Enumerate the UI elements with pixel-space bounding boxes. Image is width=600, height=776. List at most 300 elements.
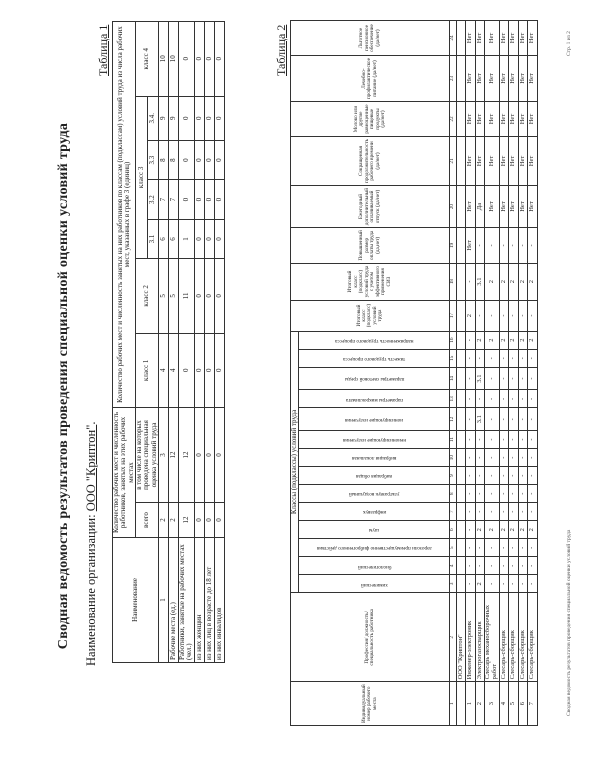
cell-value: -: [518, 485, 528, 503]
t2-header-factor: [299, 390, 450, 408]
cell-value: -: [475, 300, 485, 331]
cell-value: Нет: [466, 21, 476, 56]
workplace-name: Слесарь механосборочных работ: [485, 593, 500, 682]
t2-header-factor: [299, 467, 450, 485]
cell-value: Нет: [499, 21, 509, 56]
column-number: 17: [450, 300, 456, 331]
cell-value: 0: [179, 22, 195, 97]
cell-value: 10: [169, 22, 179, 97]
cell-value: -: [475, 349, 485, 367]
cell-value: [456, 263, 466, 300]
cell-value: 0: [204, 219, 214, 258]
cell-value: -: [518, 503, 528, 521]
workplace-name: Слесарь-сборщик: [499, 593, 509, 682]
cell-value: -: [509, 349, 519, 367]
workplace-name: Слесарь-сборщик: [518, 593, 528, 682]
cell-value: [456, 300, 466, 331]
t2-header-extra: [291, 21, 450, 56]
cell-value: 0: [204, 96, 214, 140]
t2-header-factor: [299, 575, 450, 593]
workplace-id: 4: [499, 682, 509, 726]
cell-value: -: [499, 367, 509, 390]
cell-value: 0: [179, 140, 195, 179]
column-number: 18: [450, 263, 456, 300]
table-row: [499, 21, 509, 726]
cell-value: 0: [194, 96, 204, 140]
cell-value: 7: [169, 180, 179, 219]
cell-value: [456, 228, 466, 263]
cell-value: [456, 485, 466, 503]
organization-label: Наименование организации:: [84, 514, 98, 666]
column-number: 2: [159, 503, 169, 538]
t2-header-extra-text: Лечебно-профилактическое питание (да/нет): [360, 58, 378, 100]
cell-value: [456, 56, 466, 102]
cell-value: -: [499, 467, 509, 485]
column-number: 8: [159, 140, 169, 179]
cell-value: -: [518, 575, 528, 593]
cell-value: -: [466, 503, 476, 521]
cell-value: -: [466, 575, 476, 593]
cell-value: Нет: [499, 102, 509, 137]
table-row: [485, 21, 500, 726]
column-number: 7: [159, 180, 169, 219]
t2-header-factor-text: ионизирующие излучения: [345, 416, 404, 423]
table2: [290, 20, 538, 726]
t2-header-factor-text: тяжесть трудового процесса: [343, 355, 406, 362]
cell-value: Нет: [485, 21, 500, 56]
t2-header-factor-text: неионизирующие излучения: [342, 437, 406, 444]
cell-value: Нет: [485, 185, 500, 227]
column-number: 5: [159, 259, 169, 333]
cell-value: -: [509, 367, 519, 390]
t2-header-factor-text: биологический: [357, 563, 392, 570]
row-name: Рабочие места (ед.): [169, 538, 179, 663]
t1-header-class3: класс 3: [136, 96, 148, 259]
column-number: 8: [450, 485, 456, 503]
cell-value: Нет: [518, 185, 528, 227]
cell-value: 0: [194, 180, 204, 219]
cell-value: Нет: [466, 185, 476, 227]
cell-value: -: [509, 390, 519, 408]
table-row: [509, 21, 519, 726]
table-row: [204, 22, 214, 663]
cell-value: -: [528, 390, 538, 408]
cell-value: -: [528, 367, 538, 390]
cell-value: -: [485, 228, 500, 263]
cell-value: 12: [169, 408, 179, 503]
cell-value: -: [466, 521, 476, 539]
cell-value: Нет: [509, 102, 519, 137]
cell-value: Нет: [466, 102, 476, 137]
cell-value: -: [475, 503, 485, 521]
t1-header-total: всего: [136, 503, 159, 538]
t2-header-factor-text: инфразвук: [362, 509, 386, 516]
row-name: из них лиц в возрасте до 18 лет: [204, 538, 214, 663]
organization-suffix: .: [84, 421, 98, 425]
t2-header-classes-group: Классы (подклассы) условий труда: [291, 331, 299, 593]
cell-value: -: [475, 449, 485, 467]
cell-value: -: [475, 467, 485, 485]
t2-header-factor: [299, 485, 450, 503]
t1-header-sub32: 3.2: [147, 180, 159, 219]
cell-value: 11: [179, 259, 195, 333]
cell-value: -: [466, 263, 476, 300]
cell-value: 0: [214, 259, 224, 333]
cell-value: 0: [214, 219, 224, 258]
cell-value: -: [528, 449, 538, 467]
cell-value: 2: [169, 503, 179, 538]
column-number: 3: [159, 408, 169, 503]
cell-value: 1: [179, 219, 195, 258]
column-number: 6: [159, 219, 169, 258]
cell-value: 2: [499, 263, 509, 300]
t2-header-extra-text: Льготное пенсионное обеспечение (да/нет): [358, 24, 381, 52]
cell-value: 2: [475, 521, 485, 539]
cell-value: Нет: [499, 137, 509, 186]
cell-value: Нет: [475, 102, 485, 137]
cell-value: 9: [169, 96, 179, 140]
column-number: 3: [450, 575, 456, 593]
cell-value: -: [528, 539, 538, 557]
cell-value: 0: [214, 140, 224, 179]
t1-header-class2: класс 2: [136, 259, 159, 333]
cell-value: Нет: [528, 185, 538, 227]
cell-value: 12: [179, 503, 195, 538]
cell-value: -: [528, 408, 538, 431]
table1-label: Таблица 1: [96, 24, 110, 76]
workplace-id: 5: [509, 682, 519, 726]
column-number: 4: [159, 333, 169, 407]
table2-label: Таблица 2: [274, 24, 288, 76]
cell-value: -: [518, 349, 528, 367]
cell-value: 0: [214, 408, 224, 503]
t1-header-name: Наименование: [113, 538, 159, 663]
document-title: Сводная ведомость результатов проведения специальной оценки условий труда: [56, 122, 71, 650]
cell-value: 0: [194, 408, 204, 503]
t1-header-class1: класс 1: [136, 333, 159, 407]
cell-value: -: [509, 539, 519, 557]
cell-value: Нет: [509, 137, 519, 186]
cell-value: Нет: [509, 21, 519, 56]
t1-header-sub33: 3.3: [147, 140, 159, 179]
cell-value: 2: [499, 521, 509, 539]
column-number: 14: [450, 367, 456, 390]
column-number: 1: [450, 682, 456, 726]
cell-value: -: [509, 467, 519, 485]
column-number: 13: [450, 390, 456, 408]
cell-value: -: [485, 467, 500, 485]
cell-value: Нет: [528, 56, 538, 102]
cell-value: 6: [169, 219, 179, 258]
cell-value: -: [528, 228, 538, 263]
cell-value: -: [518, 390, 528, 408]
cell-value: 0: [194, 333, 204, 407]
cell-value: 2: [475, 575, 485, 593]
row-name: из них инвалидов: [214, 538, 224, 663]
t2-header-factor: [299, 539, 450, 557]
cell-value: Нет: [475, 21, 485, 56]
cell-value: 0: [179, 180, 195, 219]
t2-header-factor-text: напряженность трудового процесса: [335, 337, 414, 344]
cell-value: -: [466, 431, 476, 449]
cell-value: -: [475, 557, 485, 575]
column-number: 9: [159, 96, 169, 140]
cell-value: Нет: [528, 137, 538, 186]
cell-value: -: [499, 557, 509, 575]
cell-value: 0: [204, 22, 214, 97]
cell-value: -: [466, 539, 476, 557]
t2-header-extra: [291, 137, 450, 186]
cell-value: -: [466, 349, 476, 367]
column-number: 21: [450, 137, 456, 186]
cell-value: -: [518, 467, 528, 485]
cell-value: 2: [475, 331, 485, 349]
footer-note: Сводная ведомость результатов проведения специальной оценки условий труда: [566, 529, 572, 716]
cell-value: -: [509, 431, 519, 449]
cell-value: [456, 467, 466, 485]
cell-value: -: [499, 408, 509, 431]
cell-value: 5: [169, 259, 179, 333]
cell-value: 2: [518, 521, 528, 539]
t2-header-factor: [299, 521, 450, 539]
cell-value: 2: [528, 521, 538, 539]
t1-header-sub31: 3.1: [147, 219, 159, 258]
cell-value: -: [518, 408, 528, 431]
cell-value: 0: [194, 503, 204, 538]
cell-value: 12: [179, 408, 195, 503]
cell-value: -: [466, 390, 476, 408]
column-number: 15: [450, 349, 456, 367]
column-number: 23: [450, 56, 456, 102]
cell-value: Нет: [485, 56, 500, 102]
table-row: [528, 21, 538, 726]
cell-value: 4: [169, 333, 179, 407]
t2-header-factor-text: химический: [360, 581, 388, 588]
column-number: 7: [450, 503, 456, 521]
table-row: [518, 21, 528, 726]
t2-header-factor: [299, 431, 450, 449]
cell-value: -: [528, 349, 538, 367]
cell-value: -: [485, 449, 500, 467]
t2-header-profession: Профессия/ должность/ специальность работника: [291, 593, 450, 682]
cell-value: -: [475, 485, 485, 503]
t2-header-factor-text: вибрация общая: [356, 473, 393, 480]
cell-value: 2: [518, 263, 528, 300]
cell-value: -: [485, 431, 500, 449]
cell-value: Нет: [518, 137, 528, 186]
cell-value: 0: [214, 503, 224, 538]
cell-value: Нет: [485, 137, 500, 186]
cell-value: -: [528, 503, 538, 521]
t2-header-factor: [299, 349, 450, 367]
column-number: 16: [450, 331, 456, 349]
t2-header-final-class: Итоговый класс (подкласс) условий труда: [291, 300, 450, 331]
column-number: 6: [450, 521, 456, 539]
cell-value: [456, 521, 466, 539]
cell-value: -: [509, 449, 519, 467]
cell-value: 0: [214, 333, 224, 407]
page-number: Стр. 1 из 2: [566, 31, 572, 56]
cell-value: 0: [214, 180, 224, 219]
t2-header-factor-text: ультразвук воздушный: [349, 491, 400, 498]
cell-value: Нет: [485, 102, 500, 137]
cell-value: 2: [528, 263, 538, 300]
cell-value: Нет: [518, 56, 528, 102]
t1-header-class4: класс 4: [136, 22, 159, 97]
t2-header-factor: [299, 557, 450, 575]
cell-value: [456, 431, 466, 449]
cell-value: -: [475, 390, 485, 408]
cell-value: 2: [509, 263, 519, 300]
cell-value: -: [485, 557, 500, 575]
cell-value: -: [499, 390, 509, 408]
t1-header-assessed: в том числе на которых проведена специальная оценка условий труда: [136, 408, 159, 503]
column-number: 2: [450, 593, 456, 682]
workplace-id: 3: [485, 682, 500, 726]
cell-value: -: [518, 449, 528, 467]
t2-header-extra: [291, 56, 450, 102]
cell-value: -: [509, 485, 519, 503]
cell-value: 0: [194, 140, 204, 179]
t2-header-factor-text: вибрация локальная: [352, 455, 397, 462]
column-number: 20: [450, 185, 456, 227]
column-number: 5: [450, 539, 456, 557]
column-number: 11: [450, 431, 456, 449]
cell-value: -: [466, 408, 476, 431]
cell-value: 3.1: [475, 408, 485, 431]
cell-value: -: [499, 539, 509, 557]
t2-header-factor-text: аэрозоли преимущественно фиброгенного действия: [317, 545, 432, 552]
t1-header-sub34: 3.4.: [147, 96, 159, 140]
cell-value: 2: [518, 331, 528, 349]
cell-value: -: [518, 431, 528, 449]
cell-value: Нет: [518, 21, 528, 56]
cell-value: -: [518, 300, 528, 331]
column-number: 19: [450, 228, 456, 263]
cell-value: -: [518, 557, 528, 575]
column-number: 10: [450, 449, 456, 467]
cell-value: 2: [509, 521, 519, 539]
table-row: [214, 22, 224, 663]
row-name: Работники, занятые на рабочих местах (чел.): [179, 538, 195, 663]
cell-value: [456, 539, 466, 557]
cell-value: [456, 185, 466, 227]
cell-value: 2: [528, 331, 538, 349]
cell-value: 3.1: [475, 367, 485, 390]
cell-value: -: [485, 390, 500, 408]
t2-header-extra: [291, 102, 450, 137]
cell-value: -: [509, 228, 519, 263]
cell-value: Нет: [466, 228, 476, 263]
cell-value: -: [499, 228, 509, 263]
cell-value: [456, 408, 466, 431]
cell-value: -: [485, 349, 500, 367]
cell-value: -: [485, 300, 500, 331]
cell-value: -: [499, 431, 509, 449]
workplace-name: Инженер-электроник: [466, 593, 476, 682]
row-name: из них женщин: [194, 538, 204, 663]
table1: [112, 21, 225, 663]
workplace-name: ООО "Криптон": [456, 593, 466, 682]
cell-value: -: [466, 557, 476, 575]
cell-value: 0: [214, 22, 224, 97]
cell-value: Нет: [466, 56, 476, 102]
cell-value: -: [466, 485, 476, 503]
cell-value: -: [528, 431, 538, 449]
t2-header-factor-text: шум: [369, 527, 380, 534]
cell-value: 2: [509, 331, 519, 349]
column-number: 1: [159, 538, 169, 663]
cell-value: [456, 349, 466, 367]
cell-value: [456, 137, 466, 186]
cell-value: -: [466, 449, 476, 467]
column-number: 4: [450, 557, 456, 575]
cell-value: -: [466, 331, 476, 349]
cell-value: 0: [194, 22, 204, 97]
workplace-name: Электрогазосварщик: [475, 593, 485, 682]
cell-value: -: [518, 228, 528, 263]
cell-value: 0: [214, 96, 224, 140]
t2-header-factor: [299, 503, 450, 521]
cell-value: -: [518, 539, 528, 557]
t2-header-factor: [299, 408, 450, 431]
t1-column-numbers-row: [159, 22, 169, 663]
column-number: 22: [450, 102, 456, 137]
cell-value: 2: [485, 331, 500, 349]
cell-value: Нет: [499, 56, 509, 102]
cell-value: Нет: [528, 102, 538, 137]
cell-value: [456, 390, 466, 408]
cell-value: 2: [466, 300, 476, 331]
cell-value: 3.1: [475, 263, 485, 300]
cell-value: -: [528, 467, 538, 485]
cell-value: -: [485, 503, 500, 521]
cell-value: -: [499, 575, 509, 593]
workplace-id: 1: [466, 682, 476, 726]
cell-value: Нет: [509, 185, 519, 227]
t2-header-factor: [299, 449, 450, 467]
cell-value: Нет: [466, 137, 476, 186]
cell-value: 2: [485, 521, 500, 539]
workplace-name: Слесарь-сборщик: [528, 593, 538, 682]
cell-value: 0: [179, 333, 195, 407]
cell-value: 2: [499, 331, 509, 349]
cell-value: 8: [169, 140, 179, 179]
workplace-name: Слесарь-сборщик: [509, 593, 519, 682]
cell-value: 2: [485, 263, 500, 300]
column-number: 24: [450, 21, 456, 56]
cell-value: Нет: [475, 137, 485, 186]
cell-value: Нет: [499, 185, 509, 227]
table-row: [179, 22, 195, 663]
cell-value: -: [475, 228, 485, 263]
cell-value: -: [509, 557, 519, 575]
cell-value: [456, 503, 466, 521]
cell-value: -: [475, 539, 485, 557]
workplace-id: [456, 682, 466, 726]
cell-value: -: [475, 431, 485, 449]
organization-line: [84, 422, 99, 666]
cell-value: -: [499, 485, 509, 503]
cell-value: -: [499, 349, 509, 367]
cell-value: 0: [204, 140, 214, 179]
cell-value: -: [466, 467, 476, 485]
cell-value: [456, 102, 466, 137]
t2-header-factor: [299, 331, 450, 349]
workplace-id: 7: [528, 682, 538, 726]
cell-value: [456, 557, 466, 575]
t2-header-extra-text: Повышенный размер оплаты труда (да,нет): [358, 230, 381, 261]
